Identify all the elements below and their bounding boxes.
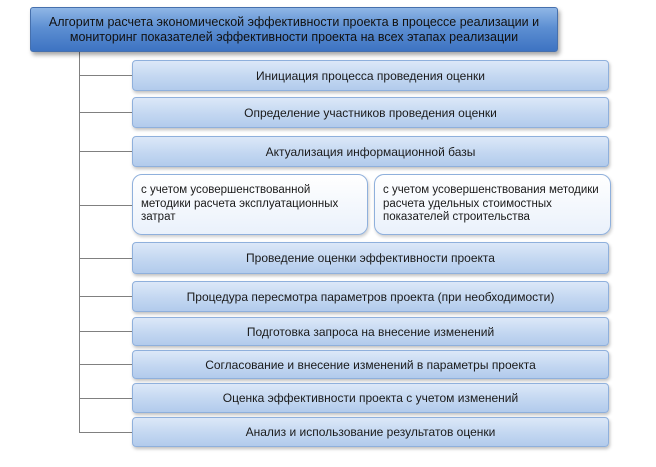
diagram-title: Алгоритм расчета экономической эффективности проекта в процессе реализации и мониторинг показателей эффективности проекта на всех этапах реализации [30,7,558,52]
main-vertical-connector [79,52,80,432]
connector-step-6 [79,331,132,332]
connector-step-5 [79,296,132,297]
sub-box-operating-costs: с учетом усовершенствованной методики расчета эксплуатационных затрат [132,174,368,235]
connector-sub-group [79,205,132,206]
connector-step-3 [79,151,132,152]
step-approval-changes: Согласование и внесение изменений в параметры проекта [132,350,609,379]
connector-step-7 [79,364,132,365]
connector-step-8 [79,398,132,399]
sub-box-unit-cost-indicators: с учетом усовершенствования методики расчета удельных стоимостных показателей строительства [374,174,611,235]
step-efficiency-assessment: Проведение оценки эффективности проекта [132,242,609,274]
step-change-request: Подготовка запроса на внесение изменений [132,317,609,346]
step-parameter-review: Процедура пересмотра параметров проекта (при необходимости) [132,281,609,312]
connector-step-9 [79,432,132,433]
connector-step-1 [79,75,132,76]
step-results-analysis: Анализ и использование результатов оценки [132,417,609,447]
step-info-base: Актуализация информационной базы [132,136,609,167]
step-reassessment: Оценка эффективности проекта с учетом изменений [132,383,609,413]
connector-step-2 [79,112,132,113]
step-participants: Определение участников проведения оценки [132,97,609,128]
step-initiation: Инициация процесса проведения оценки [132,60,609,91]
connector-step-4 [79,258,132,259]
